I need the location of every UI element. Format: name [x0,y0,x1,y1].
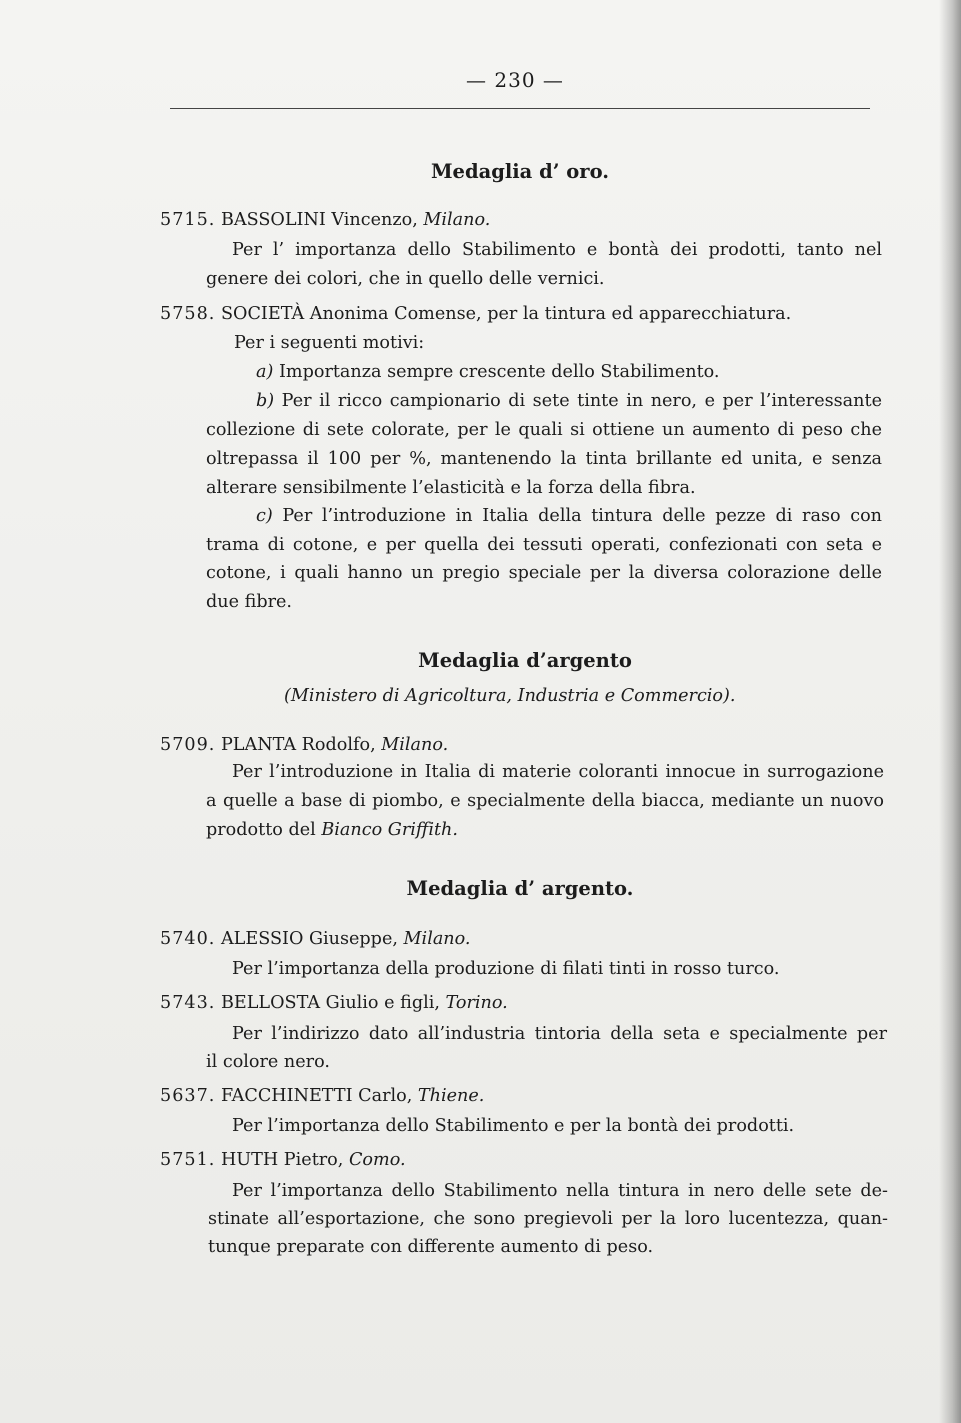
entry-5751-title [160,1148,406,1172]
line-text: prodotto del [206,820,322,840]
entry-5715-title [160,208,490,232]
entry-place: Milano. [403,929,471,949]
entry-number: 5740. [160,929,216,949]
entry-5758-motives-intro: Per i seguenti motivi: [234,333,425,353]
entry-5709-title [160,733,448,757]
entry-5743-line-1: Per l’indirizzo dato all’industria tintoria della seta e specialmente per [232,1024,887,1044]
entry-5709-line-1: Per l’introduzione in Italia di materie coloranti innocue in surrogazione [232,762,884,782]
entry-5758-point-c-line-4: due fibre. [206,592,293,612]
entry-5751-line-1: Per l’importanza dello Stabilimento nella tintura in nero delle sete de- [232,1181,888,1201]
entry-name: PLANTA [220,735,297,755]
entry-5743-line-2: il colore nero. [206,1052,330,1072]
entry-5715-line-1: Per l’ importanza dello Stabilimento e bontà dei prodotti, tanto nel [232,240,882,260]
entry-place: Milano. [381,735,449,755]
point-tag: b) [256,391,275,411]
entry-name: BELLOSTA [220,993,321,1013]
entry-5751-line-3: tunque preparate con differente aumento di peso. [208,1237,654,1257]
entry-5758-point-c-line-3: cotone, i quali hanno un pregio speciale per la diversa colorazione delle [206,563,882,583]
entry-detail: Carlo, [352,1086,418,1106]
section-subheading-ministry: (Ministero di Agricoltura, Industria e Commercio). [284,686,736,706]
entry-5758-point-b-line-1 [256,389,882,413]
entry-name: HUTH [220,1150,279,1170]
entry-5751-line-2: stinate all’esportazione, che sono pregievoli per la loro lucentezza, quan- [208,1209,888,1229]
point-text: Importanza sempre crescente dello Stabilimento. [273,362,720,382]
entry-5715-line-2: genere dei colori, che in quello delle vernici. [206,269,605,289]
entry-number: 5709. [160,735,216,755]
section-heading-gold: Medaglia d’ oro. [430,160,610,183]
entry-place: Milano. [423,210,491,230]
section-heading-silver-ministry: Medaglia d’argento [418,649,632,672]
entry-5743-title [160,991,508,1015]
entry-place: Thiene. [417,1086,485,1106]
point-text: Per l’introduzione in Italia della tintura delle pezze di raso con [272,506,882,526]
entry-name: ALESSIO [220,929,304,949]
page-edge-shadow [939,0,961,1423]
entry-detail: Vincenzo, [325,210,424,230]
point-tag: a) [256,362,274,382]
point-text: Per il ricco campionario di sete tinte in nero, e per l’interessante [274,391,882,411]
entry-5709-line-2: a quelle a base di piombo, e specialmente della biacca, mediante un nuovo [206,791,884,811]
point-tag: c) [256,506,273,526]
section-heading-silver: Medaglia d’ argento. [406,877,634,900]
entry-number: 5637. [160,1086,216,1106]
entry-5758-point-b-line-3: oltrepassa il 100 per %, mantenendo la tinta brillante ed unita, e senza [206,449,882,469]
entry-name: BASSOLINI [220,210,326,230]
entry-number: 5758. [160,304,216,324]
entry-5637-line-1: Per l’importanza dello Stabilimento e per la bontà dei prodotti. [232,1116,795,1136]
entry-5740-title [160,927,471,951]
entry-5758-point-c-line-1 [256,504,882,528]
page-number: — 230 — [466,68,564,92]
product-name: Bianco Griffith. [321,820,458,840]
entry-5758-point-a [256,360,720,384]
entry-5637-title [160,1084,484,1108]
entry-detail: Rodolfo, [296,735,382,755]
entry-place: Como. [348,1150,406,1170]
entry-number: 5715. [160,210,216,230]
entry-5758-title [160,302,791,326]
entry-5758-point-b-line-2: collezione di sete colorate, per le quali si ottiene un aumento di peso che [206,420,882,440]
entry-5758-point-b-line-4: alterare sensibilmente l’elasticità e la forza della fibra. [206,478,696,498]
entry-number: 5743. [160,993,216,1013]
entry-number: 5751. [160,1150,216,1170]
entry-5740-line-1: Per l’importanza della produzione di filati tinti in rosso turco. [232,959,780,979]
entry-detail: Pietro, [278,1150,349,1170]
entry-name: SOCIETÀ [220,304,305,324]
entry-place: Torino. [445,993,508,1013]
header-rule [170,108,870,109]
entry-name: FACCHINETTI [220,1086,353,1106]
entry-5709-line-3 [206,818,458,842]
entry-detail: Anonima Comense, per la tintura ed apparecchiatura. [304,304,792,324]
entry-detail: Giuseppe, [303,929,404,949]
entry-detail: Giulio e figli, [320,993,446,1013]
entry-5758-point-c-line-2: trama di cotone, e per quella dei tessuti operati, confezionati con seta e [206,535,882,555]
